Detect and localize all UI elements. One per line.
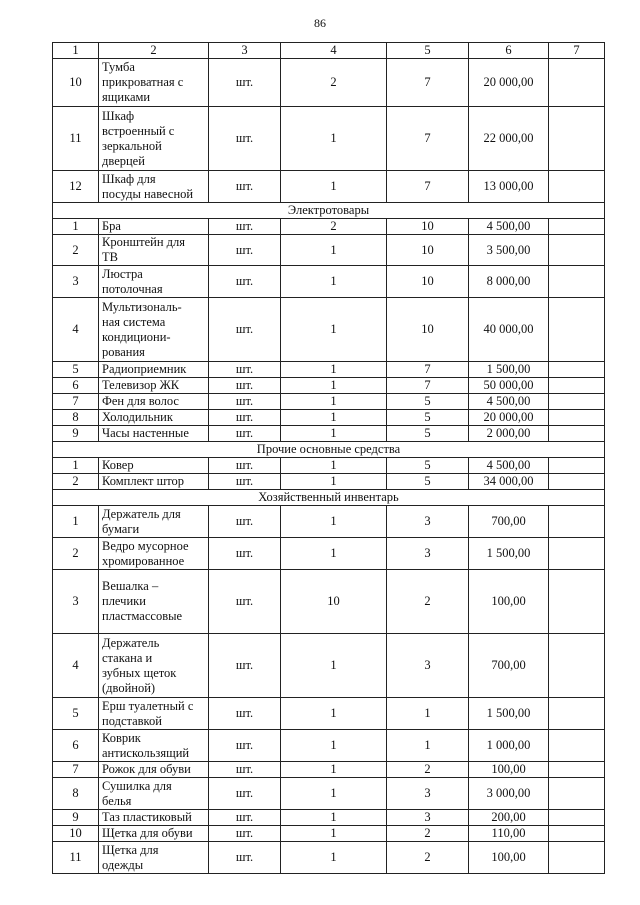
item-number-cell: 2	[53, 538, 99, 570]
service-life-cell: 10	[387, 266, 469, 298]
unit-cell: шт.	[209, 458, 281, 474]
table-row	[53, 362, 605, 378]
quantity-cell: 1	[281, 730, 387, 762]
item-number-cell: 3	[53, 570, 99, 634]
section-title: Хозяйственный инвентарь	[53, 490, 605, 506]
unit-cell: шт.	[209, 394, 281, 410]
item-number-cell: 7	[53, 762, 99, 778]
item-number-cell: 3	[53, 266, 99, 298]
price-cell: 1 500,00	[469, 362, 549, 378]
service-life-cell: 2	[387, 842, 469, 874]
price-cell: 1 500,00	[469, 538, 549, 570]
note-cell	[549, 107, 605, 171]
service-life-cell: 7	[387, 378, 469, 394]
quantity-cell: 1	[281, 458, 387, 474]
quantity-cell: 1	[281, 426, 387, 442]
quantity-cell: 1	[281, 506, 387, 538]
price-cell: 1 000,00	[469, 730, 549, 762]
price-cell: 2 000,00	[469, 426, 549, 442]
table-row	[53, 394, 605, 410]
note-cell	[549, 826, 605, 842]
item-number-cell: 1	[53, 219, 99, 235]
unit-cell: шт.	[209, 506, 281, 538]
note-cell	[549, 506, 605, 538]
note-cell	[549, 810, 605, 826]
service-life-cell: 5	[387, 426, 469, 442]
note-cell	[549, 762, 605, 778]
item-number-cell: 2	[53, 235, 99, 266]
price-cell: 110,00	[469, 826, 549, 842]
service-life-cell: 5	[387, 410, 469, 426]
note-cell	[549, 458, 605, 474]
item-number-cell: 1	[53, 458, 99, 474]
quantity-cell: 1	[281, 698, 387, 730]
item-number-cell: 12	[53, 171, 99, 203]
unit-cell: шт.	[209, 378, 281, 394]
unit-cell: шт.	[209, 219, 281, 235]
item-name-cell: Щетка для обуви	[99, 826, 209, 842]
table-row	[53, 410, 605, 426]
table-row	[53, 826, 605, 842]
price-cell: 4 500,00	[469, 219, 549, 235]
section-header-row	[53, 203, 605, 219]
item-number-cell: 10	[53, 826, 99, 842]
price-cell: 3 000,00	[469, 778, 549, 810]
table-row	[53, 107, 605, 171]
note-cell	[549, 778, 605, 810]
price-cell: 50 000,00	[469, 378, 549, 394]
item-number-cell: 11	[53, 842, 99, 874]
quantity-cell: 1	[281, 394, 387, 410]
section-header-row	[53, 442, 605, 458]
unit-cell: шт.	[209, 298, 281, 362]
unit-cell: шт.	[209, 107, 281, 171]
unit-cell: шт.	[209, 59, 281, 107]
service-life-cell: 7	[387, 59, 469, 107]
service-life-cell: 2	[387, 826, 469, 842]
table-row	[53, 266, 605, 298]
service-life-cell: 5	[387, 394, 469, 410]
quantity-cell: 1	[281, 298, 387, 362]
item-number-cell: 1	[53, 506, 99, 538]
price-cell: 22 000,00	[469, 107, 549, 171]
service-life-cell: 1	[387, 698, 469, 730]
price-cell: 20 000,00	[469, 410, 549, 426]
item-number-cell: 9	[53, 810, 99, 826]
table-row	[53, 59, 605, 107]
item-name-cell: Фен для волос	[99, 394, 209, 410]
quantity-cell: 1	[281, 842, 387, 874]
price-cell: 4 500,00	[469, 458, 549, 474]
item-name-cell: Вешалка – плечики пластмассовые	[99, 570, 209, 634]
item-name-cell: Держатель стакана и зубных щеток (двойной)	[99, 634, 209, 698]
item-number-cell: 5	[53, 362, 99, 378]
unit-cell: шт.	[209, 410, 281, 426]
price-cell: 13 000,00	[469, 171, 549, 203]
item-name-cell: Люстра потолочная	[99, 266, 209, 298]
item-name-cell: Мультизональ- ная система кондициони- рования	[99, 298, 209, 362]
item-number-cell: 9	[53, 426, 99, 442]
unit-cell: шт.	[209, 810, 281, 826]
price-cell: 20 000,00	[469, 59, 549, 107]
item-name-cell: Коврик антискользящий	[99, 730, 209, 762]
item-number-cell: 11	[53, 107, 99, 171]
item-name-cell: Держатель для бумаги	[99, 506, 209, 538]
service-life-cell: 3	[387, 506, 469, 538]
header-cell: 3	[209, 43, 281, 59]
header-cell: 1	[53, 43, 99, 59]
item-number-cell: 4	[53, 634, 99, 698]
table-row	[53, 810, 605, 826]
unit-cell: шт.	[209, 826, 281, 842]
unit-cell: шт.	[209, 778, 281, 810]
price-cell: 100,00	[469, 842, 549, 874]
item-name-cell: Комплект штор	[99, 474, 209, 490]
note-cell	[549, 235, 605, 266]
note-cell	[549, 410, 605, 426]
note-cell	[549, 474, 605, 490]
item-name-cell: Шкаф встроенный с зеркальной дверцей	[99, 107, 209, 171]
quantity-cell: 1	[281, 266, 387, 298]
quantity-cell: 1	[281, 171, 387, 203]
service-life-cell: 2	[387, 762, 469, 778]
unit-cell: шт.	[209, 426, 281, 442]
item-number-cell: 10	[53, 59, 99, 107]
item-number-cell: 2	[53, 474, 99, 490]
table-row	[53, 426, 605, 442]
item-number-cell: 4	[53, 298, 99, 362]
note-cell	[549, 219, 605, 235]
item-name-cell: Шкаф для посуды навесной	[99, 171, 209, 203]
item-name-cell: Ковер	[99, 458, 209, 474]
note-cell	[549, 634, 605, 698]
header-cell: 2	[99, 43, 209, 59]
service-life-cell: 5	[387, 458, 469, 474]
quantity-cell: 2	[281, 59, 387, 107]
section-title: Электротовары	[53, 203, 605, 219]
price-cell: 700,00	[469, 506, 549, 538]
unit-cell: шт.	[209, 538, 281, 570]
quantity-cell: 10	[281, 570, 387, 634]
note-cell	[549, 298, 605, 362]
service-life-cell: 7	[387, 362, 469, 378]
note-cell	[549, 570, 605, 634]
quantity-cell: 1	[281, 107, 387, 171]
price-cell: 1 500,00	[469, 698, 549, 730]
service-life-cell: 3	[387, 538, 469, 570]
note-cell	[549, 378, 605, 394]
item-name-cell: Бра	[99, 219, 209, 235]
unit-cell: шт.	[209, 235, 281, 266]
item-number-cell: 6	[53, 378, 99, 394]
service-life-cell: 3	[387, 778, 469, 810]
item-name-cell: Холодильник	[99, 410, 209, 426]
item-name-cell: Телевизор ЖК	[99, 378, 209, 394]
price-cell: 100,00	[469, 762, 549, 778]
item-name-cell: Таз пластиковый	[99, 810, 209, 826]
note-cell	[549, 362, 605, 378]
note-cell	[549, 394, 605, 410]
note-cell	[549, 538, 605, 570]
unit-cell: шт.	[209, 634, 281, 698]
header-cell: 4	[281, 43, 387, 59]
table-row	[53, 762, 605, 778]
unit-cell: шт.	[209, 362, 281, 378]
quantity-cell: 1	[281, 634, 387, 698]
header-cell: 6	[469, 43, 549, 59]
item-number-cell: 8	[53, 778, 99, 810]
price-cell: 3 500,00	[469, 235, 549, 266]
table-row	[53, 634, 605, 698]
table-row	[53, 698, 605, 730]
quantity-cell: 1	[281, 826, 387, 842]
note-cell	[549, 426, 605, 442]
unit-cell: шт.	[209, 570, 281, 634]
price-cell: 100,00	[469, 570, 549, 634]
table-row	[53, 298, 605, 362]
quantity-cell: 1	[281, 378, 387, 394]
service-life-cell: 10	[387, 235, 469, 266]
header-cell: 7	[549, 43, 605, 59]
section-title: Прочие основные средства	[53, 442, 605, 458]
table-row	[53, 842, 605, 874]
quantity-cell: 1	[281, 235, 387, 266]
unit-cell: шт.	[209, 474, 281, 490]
price-cell: 700,00	[469, 634, 549, 698]
item-number-cell: 5	[53, 698, 99, 730]
note-cell	[549, 266, 605, 298]
section-header-row	[53, 490, 605, 506]
table-row	[53, 730, 605, 762]
unit-cell: шт.	[209, 698, 281, 730]
table-row	[53, 538, 605, 570]
item-name-cell: Ведро мусорное хромированное	[99, 538, 209, 570]
item-name-cell: Щетка для одежды	[99, 842, 209, 874]
service-life-cell: 5	[387, 474, 469, 490]
item-name-cell: Ерш туалетный с подставкой	[99, 698, 209, 730]
note-cell	[549, 842, 605, 874]
quantity-cell: 2	[281, 219, 387, 235]
service-life-cell: 10	[387, 298, 469, 362]
item-name-cell: Радиоприемник	[99, 362, 209, 378]
table-row	[53, 570, 605, 634]
note-cell	[549, 59, 605, 107]
price-cell: 8 000,00	[469, 266, 549, 298]
quantity-cell: 1	[281, 810, 387, 826]
unit-cell: шт.	[209, 266, 281, 298]
item-name-cell: Тумба прикроватная с ящиками	[99, 59, 209, 107]
item-number-cell: 8	[53, 410, 99, 426]
page-number: 86	[314, 16, 326, 30]
price-cell: 40 000,00	[469, 298, 549, 362]
quantity-cell: 1	[281, 474, 387, 490]
note-cell	[549, 171, 605, 203]
item-number-cell: 7	[53, 394, 99, 410]
item-name-cell: Кронштейн для ТВ	[99, 235, 209, 266]
item-name-cell: Рожок для обуви	[99, 762, 209, 778]
table-row	[53, 171, 605, 203]
service-life-cell: 1	[387, 730, 469, 762]
service-life-cell: 7	[387, 107, 469, 171]
note-cell	[549, 730, 605, 762]
quantity-cell: 1	[281, 538, 387, 570]
item-name-cell: Сушилка для белья	[99, 778, 209, 810]
unit-cell: шт.	[209, 762, 281, 778]
table-row	[53, 778, 605, 810]
unit-cell: шт.	[209, 171, 281, 203]
table-row	[53, 235, 605, 266]
item-name-cell: Часы настенные	[99, 426, 209, 442]
quantity-cell: 1	[281, 762, 387, 778]
service-life-cell: 10	[387, 219, 469, 235]
table-row	[53, 474, 605, 490]
price-cell: 200,00	[469, 810, 549, 826]
quantity-cell: 1	[281, 362, 387, 378]
service-life-cell: 3	[387, 810, 469, 826]
table-row	[53, 506, 605, 538]
quantity-cell: 1	[281, 778, 387, 810]
column-number-header-row	[53, 43, 605, 59]
header-cell: 5	[387, 43, 469, 59]
table-row	[53, 458, 605, 474]
unit-cell: шт.	[209, 730, 281, 762]
note-cell	[549, 698, 605, 730]
price-cell: 4 500,00	[469, 394, 549, 410]
table-row	[53, 378, 605, 394]
table-row	[53, 219, 605, 235]
inventory-table	[52, 42, 605, 874]
item-number-cell: 6	[53, 730, 99, 762]
service-life-cell: 7	[387, 171, 469, 203]
service-life-cell: 2	[387, 570, 469, 634]
quantity-cell: 1	[281, 410, 387, 426]
service-life-cell: 3	[387, 634, 469, 698]
price-cell: 34 000,00	[469, 474, 549, 490]
unit-cell: шт.	[209, 842, 281, 874]
